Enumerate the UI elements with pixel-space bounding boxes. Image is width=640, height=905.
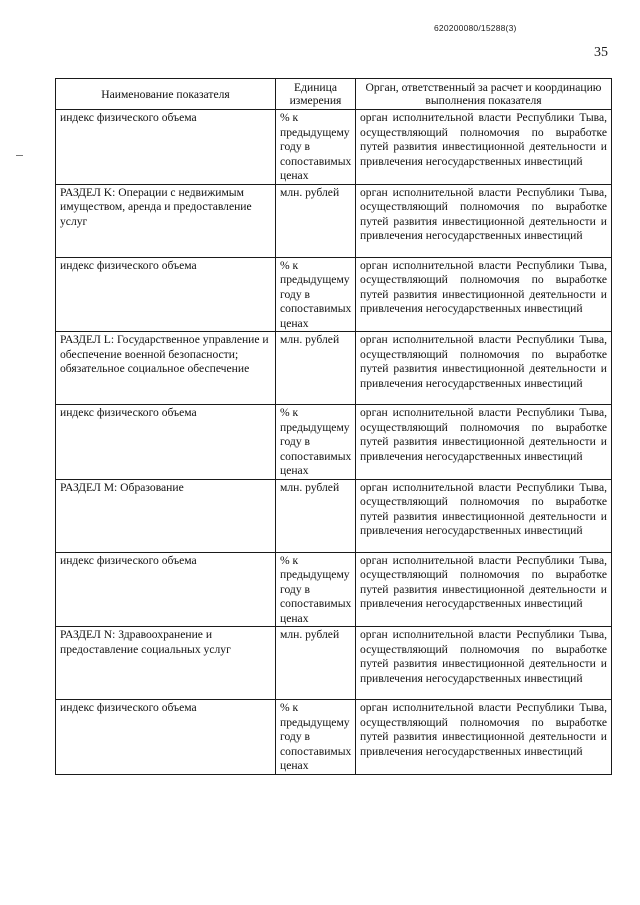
responsible-body: орган исполнительной власти Республики Тыва, осуществляющий полномочия по выработке путей развития инвестиционной деятельности и привлечения негосударственных инвестиций (356, 405, 612, 480)
table-row (56, 332, 612, 405)
responsible-body: орган исполнительной власти Республики Тыва, осуществляющий полномочия по выработке путей развития инвестиционной деятельности и привлечения негосударственных инвестиций (356, 332, 612, 405)
indicator-unit: млн. рублей (276, 184, 356, 257)
indicator-unit: % к предыдущему году в сопоставимых ценах (276, 552, 356, 627)
responsible-body: орган исполнительной власти Республики Тыва, осуществляющий полномочия по выработке путей развития инвестиционной деятельности и привлечения негосударственных инвестиций (356, 627, 612, 700)
page-number: 35 (594, 45, 608, 60)
header-indicator-name: Наименование показателя (56, 79, 276, 110)
responsible-body: орган исполнительной власти Республики Тыва, осуществляющий полномочия по выработке путей развития инвестиционной деятельности и привлечения негосударственных инвестиций (356, 552, 612, 627)
table-row (56, 552, 612, 627)
indicator-unit: % к предыдущему году в сопоставимых ценах (276, 700, 356, 775)
indicator-unit: млн. рублей (276, 332, 356, 405)
indicator-name: индекс физического объема (56, 405, 276, 480)
responsible-body: орган исполнительной власти Республики Тыва, осуществляющий полномочия по выработке путей развития инвестиционной деятельности и привлечения негосударственных инвестиций (356, 110, 612, 185)
table-row (56, 110, 612, 185)
responsible-body: орган исполнительной власти Республики Тыва, осуществляющий полномочия по выработке путей развития инвестиционной деятельности и привлечения негосударственных инвестиций (356, 257, 612, 332)
indicators-table (55, 78, 612, 775)
indicator-name: РАЗДЕЛ L: Государственное управление и обеспечение военной безопасности; обязательное социальное обеспечение (56, 332, 276, 405)
table-row (56, 627, 612, 700)
header-unit: Единица измерения (276, 79, 356, 110)
indicator-name: РАЗДЕЛ N: Здравоохранение и предоставление социальных услуг (56, 627, 276, 700)
indicator-name: индекс физического объема (56, 700, 276, 775)
table-row (56, 184, 612, 257)
indicator-name: индекс физического объема (56, 257, 276, 332)
indicator-unit: млн. рублей (276, 479, 356, 552)
indicator-unit: % к предыдущему году в сопоставимых ценах (276, 405, 356, 480)
table-row (56, 257, 612, 332)
indicator-name: индекс физического объема (56, 110, 276, 185)
responsible-body: орган исполнительной власти Республики Тыва, осуществляющий полномочия по выработке путей развития инвестиционной деятельности и привлечения негосударственных инвестиций (356, 700, 612, 775)
indicator-unit: млн. рублей (276, 627, 356, 700)
indicator-unit: % к предыдущему году в сопоставимых ценах (276, 257, 356, 332)
indicator-name: РАЗДЕЛ M: Образование (56, 479, 276, 552)
table-row (56, 479, 612, 552)
header-responsible-body: Орган, ответственный за расчет и координацию выполнения показателя (356, 79, 612, 110)
margin-mark (16, 155, 23, 156)
indicator-unit: % к предыдущему году в сопоставимых ценах (276, 110, 356, 185)
indicator-name: РАЗДЕЛ K: Операции с недвижимым имуществом, аренда и предоставление услуг (56, 184, 276, 257)
responsible-body: орган исполнительной власти Республики Тыва, осуществляющий полномочия по выработке путей развития инвестиционной деятельности и привлечения негосударственных инвестиций (356, 184, 612, 257)
indicator-name: индекс физического объема (56, 552, 276, 627)
table-row (56, 700, 612, 775)
table-row (56, 405, 612, 480)
document-code: 620200080/15288(3) (434, 23, 517, 33)
table-header-row (56, 79, 612, 110)
responsible-body: орган исполнительной власти Республики Тыва, осуществляющий полномочия по выработке путей развития инвестиционной деятельности и привлечения негосударственных инвестиций (356, 479, 612, 552)
